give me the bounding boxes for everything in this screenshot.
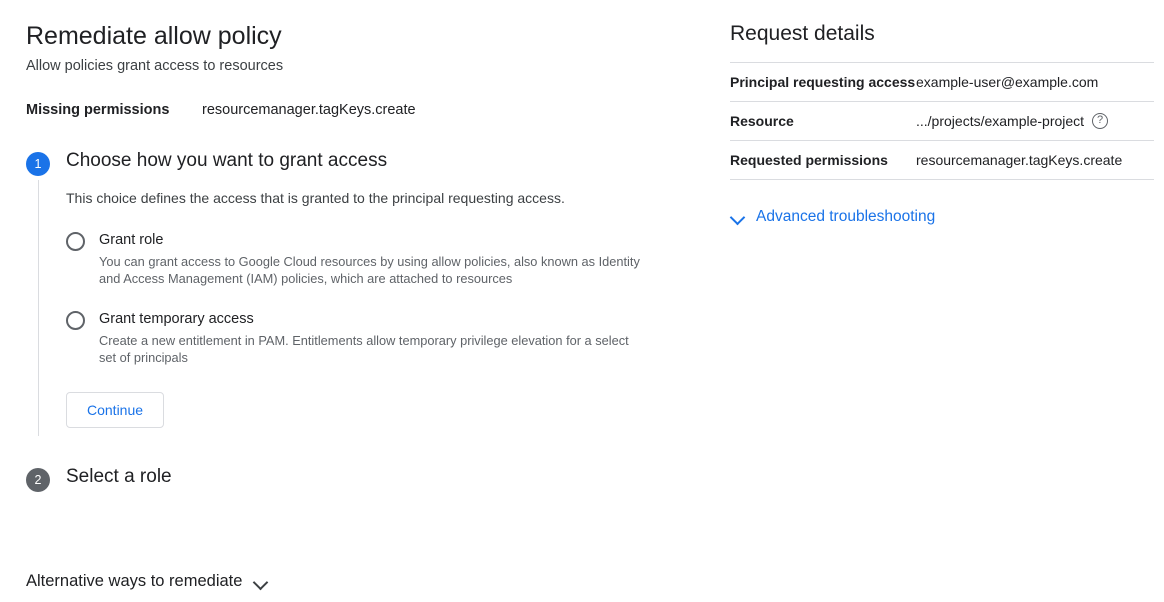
chevron-down-icon[interactable] [254,575,268,589]
request-details-panel [730,20,1154,226]
detail-value-requested-permissions: resourcemanager.tagKeys.create [916,141,1154,180]
chevron-down-icon[interactable] [730,209,746,225]
missing-permissions-row [26,102,676,118]
radio-circle-icon[interactable] [66,232,85,251]
detail-key-requested-permissions: Requested permissions [730,141,916,180]
advanced-troubleshooting-toggle[interactable] [730,208,1154,226]
page-title: Remediate allow policy [26,22,282,50]
radio-option-grant-temporary-access[interactable] [66,309,676,366]
detail-key-principal: Principal requesting access [730,63,916,102]
table-row [730,141,1154,180]
step-1-title: Choose how you want to grant access [66,150,388,171]
help-icon[interactable]: ? [1092,113,1108,129]
resource-value-wrapper [916,111,1154,131]
detail-value-principal: example-user@example.com [916,63,1154,102]
remediation-stepper [26,148,676,490]
request-details-table [730,62,1154,180]
table-row [730,63,1154,102]
detail-value-resource-cell [916,102,1154,141]
missing-permissions-value: resourcemanager.tagKeys.create [202,102,416,118]
radio-circle-icon[interactable] [66,311,85,330]
radio-description-grant-role: You can grant access to Google Cloud resources by using allow policies, also known as Identity and Access Management (IAM) policies, which are attached to resources [99,254,640,286]
continue-button[interactable]: Continue [66,392,164,428]
radio-text-grant-role [99,230,644,287]
step-2-badge: 2 [26,468,50,492]
detail-key-resource: Resource [730,102,916,141]
alternative-ways-toggle[interactable] [26,572,268,591]
missing-permissions-label: Missing permissions [26,102,170,118]
advanced-troubleshooting-label: Advanced troubleshooting [756,208,936,225]
step-2 [26,464,676,490]
radio-label-grant-role: Grant role [99,232,164,248]
step-2-title: Select a role [66,466,172,487]
main-content [0,0,700,490]
page-subtitle: Allow policies grant access to resources [26,58,284,74]
radio-description-grant-temporary-access: Create a new entitlement in PAM. Entitlements allow temporary privilege elevation for a select set of principals [99,333,629,365]
radio-text-grant-temporary-access [99,309,644,366]
step-1-body [66,174,676,436]
step-1-description: This choice defines the access that is granted to the principal requesting access. [66,190,565,206]
request-details-heading: Request details [730,22,875,45]
detail-value-resource: .../projects/example-project [916,113,1085,129]
step-1 [26,148,676,436]
table-row [730,102,1154,141]
step-1-badge: 1 [26,152,50,176]
step-connector-line [38,180,39,436]
radio-label-grant-temporary-access: Grant temporary access [99,311,254,327]
alternative-ways-label: Alternative ways to remediate [26,572,243,590]
radio-option-grant-role[interactable] [66,230,676,287]
